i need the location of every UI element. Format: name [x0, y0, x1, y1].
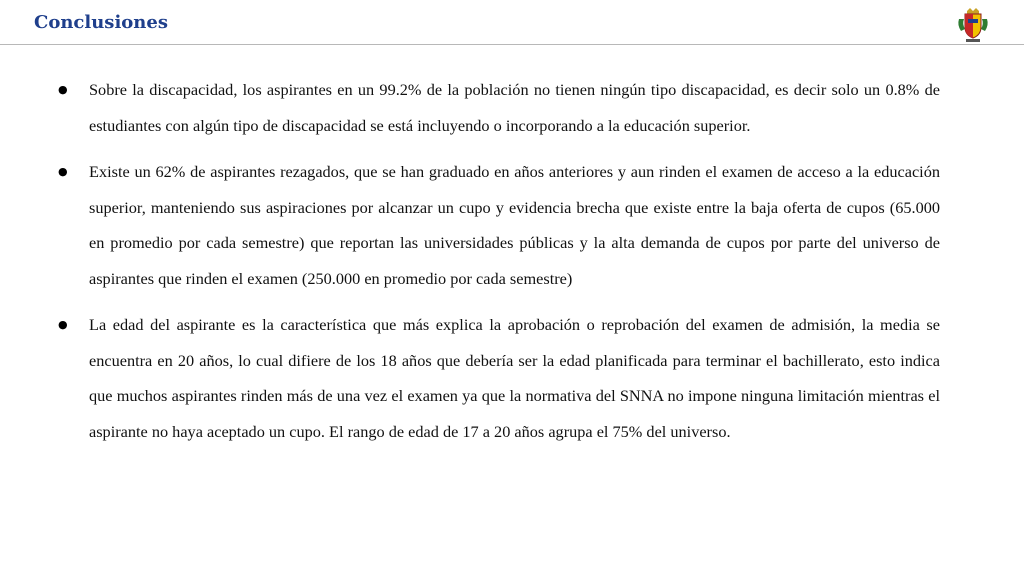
list-item [58, 72, 940, 143]
bullet-icon: ● [58, 165, 68, 178]
bullet-text: Sobre la discapacidad, los aspirantes en un 99.2% de la población no tienen ningún tipo discapacidad, es decir solo un 0.8% de estudiantes con algún tipo de discapacidad se está incluyendo o incorporando a la educación superior. [89, 80, 940, 135]
page-title: Conclusiones [34, 12, 168, 33]
header-divider [0, 44, 1024, 45]
bullet-icon: ● [58, 318, 68, 331]
bullet-text: La edad del aspirante es la característica que más explica la aprobación o reprobación del examen de admisión, la media se encuentra en 20 años, lo cual difiere de los 18 años que debería ser la edad planificada para terminar el bachillerato, esto indica que muchos aspirantes rinden más de una vez el examen ya que la normativa del SNNA no impone ninguna limitación mientras el aspirante no haya aceptado un cupo. El rango de edad de 17 a 20 años agrupa el 75% del universo. [89, 315, 940, 441]
university-crest-icon [956, 5, 990, 45]
bullet-icon: ● [58, 83, 68, 96]
bullet-text: Existe un 62% de aspirantes rezagados, que se han graduado en años anteriores y aun rinden el examen de acceso a la educación superior, manteniendo sus aspiraciones por alcanzar un cupo y evidencia brecha que existe entre la baja oferta de cupos (65.000 en promedio por cada semestre) que reportan las universidades públicas y la alta demanda de cupos por parte del universo de aspirantes que rinden el examen (250.000 en promedio por cada semestre) [89, 162, 940, 288]
list-item [58, 154, 940, 296]
list-item [58, 307, 940, 449]
conclusions-list [58, 72, 940, 449]
slide-content [58, 72, 940, 460]
slide-header [0, 0, 1024, 46]
